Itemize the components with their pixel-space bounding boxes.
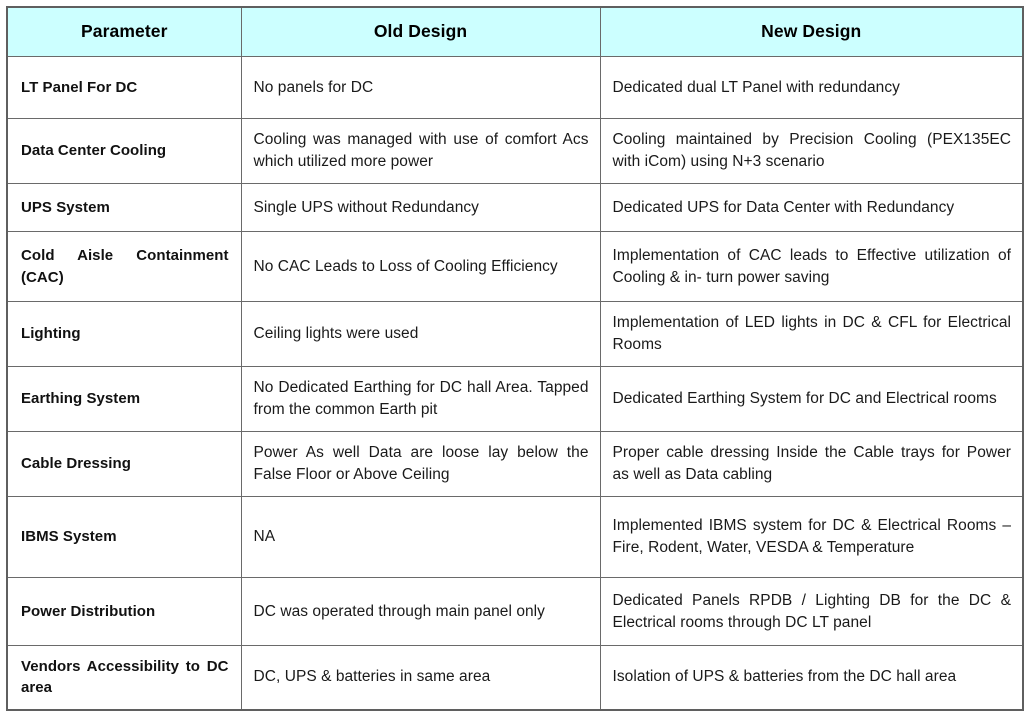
cell-new-design: Dedicated UPS for Data Center with Redundancy — [600, 184, 1023, 232]
cell-old-design: No Dedicated Earthing for DC hall Area. Tapped from the common Earth pit — [241, 367, 600, 432]
table-row — [7, 646, 1023, 710]
cell-old-design: No panels for DC — [241, 57, 600, 119]
cell-new-design: Implementation of LED lights in DC & CFL for Electrical Rooms — [600, 302, 1023, 367]
table-row — [7, 432, 1023, 497]
cell-old-design: Single UPS without Redundancy — [241, 184, 600, 232]
cell-parameter: Cold Aisle Containment (CAC) — [7, 232, 241, 302]
cell-old-design: Ceiling lights were used — [241, 302, 600, 367]
column-header-new-design: New Design — [600, 7, 1023, 57]
cell-old-design: Power As well Data are loose lay below the False Floor or Above Ceiling — [241, 432, 600, 497]
cell-parameter: Lighting — [7, 302, 241, 367]
column-header-old-design: Old Design — [241, 7, 600, 57]
cell-new-design: Dedicated Earthing System for DC and Electrical rooms — [600, 367, 1023, 432]
table-row — [7, 578, 1023, 646]
cell-parameter: Vendors Accessibility to DC area — [7, 646, 241, 710]
cell-new-design: Proper cable dressing Inside the Cable trays for Power as well as Data cabling — [600, 432, 1023, 497]
table-row — [7, 184, 1023, 232]
table-header — [7, 7, 1023, 57]
table-row — [7, 232, 1023, 302]
table-body — [7, 57, 1023, 710]
cell-parameter: Power Distribution — [7, 578, 241, 646]
table-row — [7, 57, 1023, 119]
cell-old-design: No CAC Leads to Loss of Cooling Efficiency — [241, 232, 600, 302]
cell-parameter: Cable Dressing — [7, 432, 241, 497]
table-row — [7, 367, 1023, 432]
cell-old-design: Cooling was managed with use of comfort Acs which utilized more power — [241, 119, 600, 184]
cell-parameter: IBMS System — [7, 497, 241, 578]
comparison-table — [6, 6, 1024, 711]
cell-parameter: LT Panel For DC — [7, 57, 241, 119]
cell-new-design: Isolation of UPS & batteries from the DC hall area — [600, 646, 1023, 710]
cell-parameter: Data Center Cooling — [7, 119, 241, 184]
cell-parameter: UPS System — [7, 184, 241, 232]
cell-new-design: Dedicated dual LT Panel with redundancy — [600, 57, 1023, 119]
cell-new-design: Implementation of CAC leads to Effective utilization of Cooling & in- turn power saving — [600, 232, 1023, 302]
column-header-parameter: Parameter — [7, 7, 241, 57]
cell-new-design: Implemented IBMS system for DC & Electrical Rooms – Fire, Rodent, Water, VESDA & Temperature — [600, 497, 1023, 578]
table-row — [7, 302, 1023, 367]
header-row — [7, 7, 1023, 57]
cell-new-design: Cooling maintained by Precision Cooling (PEX135EC with iCom) using N+3 scenario — [600, 119, 1023, 184]
cell-old-design: NA — [241, 497, 600, 578]
cell-old-design: DC, UPS & batteries in same area — [241, 646, 600, 710]
cell-new-design: Dedicated Panels RPDB / Lighting DB for the DC & Electrical rooms through DC LT panel — [600, 578, 1023, 646]
table-row — [7, 497, 1023, 578]
table-row — [7, 119, 1023, 184]
cell-old-design: DC was operated through main panel only — [241, 578, 600, 646]
cell-parameter: Earthing System — [7, 367, 241, 432]
